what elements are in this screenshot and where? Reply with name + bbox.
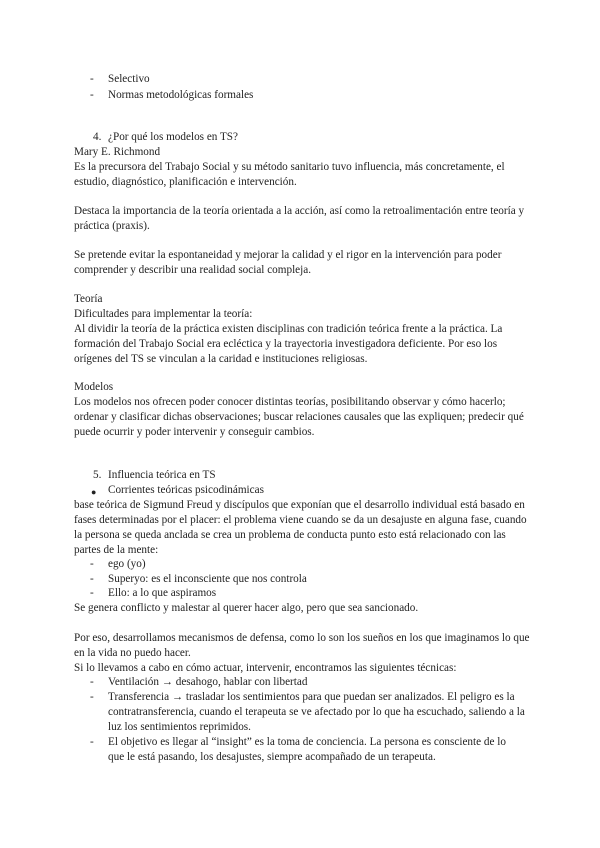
- paragraph-line: Destaca la importancia de la teoría orientada a la acción, así como la retroalimentación entre teoría y: [74, 205, 525, 217]
- paragraph-line: Se genera conflicto y malestar al querer hacer algo, pero que sea sancionado.: [74, 602, 419, 614]
- paragraph-line: Al dividir la teoría de la práctica existen disciplinas con tradición teórica frente a la práctica. La: [74, 323, 503, 335]
- paragraph-line: fases determinadas por el placer: el problema viene cuando se da un desajuste en alguna fase, cuando: [74, 514, 527, 526]
- list-item: ego (yo): [108, 558, 146, 570]
- paragraph-line: formación del Trabajo Social era ecléctica y la trayectoria investigadora deficiente. Por eso los: [74, 338, 498, 350]
- paragraph-line: comprender y describir una realidad social compleja.: [74, 264, 312, 276]
- paragraph-line: Es la precursora del Trabajo Social y su método sanitario tuvo influencia, más concretamente, el: [74, 161, 505, 173]
- list-marker: -: [90, 736, 94, 748]
- paragraph-line: en la vida no puedo hacer.: [74, 647, 191, 659]
- paragraph-line: la persona se queda anclada se crea un problema de conducta punto esto está relacionado con las: [74, 529, 506, 541]
- paragraph-line: base teórica de Sigmund Freud y discípulos que exponían que el desarrollo individual está basado en: [74, 499, 525, 511]
- bullet-item: Corrientes teóricas psicodinámicas: [108, 484, 264, 496]
- paragraph-line: ordenar y clasificar dichas observaciones; buscar relaciones causales que las expliquen; predecir qué: [74, 411, 524, 423]
- paragraph-line: Se pretende evitar la espontaneidad y mejorar la calidad y el rigor en la intervención para poder: [74, 249, 502, 261]
- paragraph-line: Los modelos nos ofrecen poder conocer distintas teorías, posibilitando observar y cómo hacerlo;: [74, 396, 506, 408]
- list-item: Selectivo: [108, 73, 150, 85]
- section-heading: Influencia teórica en TS: [108, 469, 216, 481]
- paragraph-line: partes de la mente:: [74, 544, 159, 556]
- subheading: Teoría: [74, 293, 103, 305]
- subheading: Dificultades para implementar la teoría:: [74, 308, 253, 320]
- list-item: El objetivo es llegar al “insight” es la toma de conciencia. La persona es consciente de lo: [108, 736, 506, 748]
- list-item: Transferencia → trasladar los sentimientos para que puedan ser analizados. El peligro es la: [108, 691, 515, 703]
- list-item: Ello: a lo que aspiramos: [108, 587, 217, 599]
- paragraph-line: Si lo llevamos a cabo en cómo actuar, intervenir, encontramos las siguientes técnicas:: [74, 662, 457, 674]
- section-number: 4.: [93, 131, 102, 143]
- section-heading: ¿Por qué los modelos en TS?: [108, 131, 238, 143]
- paragraph-line: práctica (praxis).: [74, 220, 150, 232]
- list-marker: -: [90, 558, 94, 570]
- list-marker: -: [90, 691, 94, 703]
- list-marker: -: [90, 73, 94, 85]
- list-marker: -: [90, 587, 94, 599]
- list-item-continuation: que le está pasando, los desajustes, siempre acompañado de un terapeuta.: [108, 751, 436, 763]
- list-marker: -: [90, 573, 94, 585]
- paragraph-line: orígenes del TS se vinculan a la caridad e instituciones religiosas.: [74, 353, 368, 365]
- list-item-continuation: contratransferencia, cuando el terapeuta se ve afectado por lo que ha escuchado, saliendo a la: [108, 706, 525, 718]
- paragraph-line: puede ocurrir y poder intervenir y conseguir cambios.: [74, 426, 315, 438]
- paragraph-line: estudio, diagnóstico, planificación e intervención.: [74, 176, 297, 188]
- author-name: Mary E. Richmond: [74, 146, 161, 158]
- list-item: Superyo: es el inconsciente que nos controla: [108, 573, 307, 585]
- list-item: Ventilación → desahogo, hablar con libertad: [108, 676, 308, 688]
- list-marker: -: [90, 676, 94, 688]
- list-item-continuation: luz los sentimientos reprimidos.: [108, 721, 251, 733]
- paragraph-line: Por eso, desarrollamos mecanismos de defensa, como lo son los sueños en los que imaginamos lo que: [74, 632, 530, 644]
- bullet-icon: ●: [91, 487, 97, 497]
- section-number: 5.: [93, 469, 102, 481]
- list-item: Normas metodológicas formales: [108, 89, 254, 101]
- subheading: Modelos: [74, 381, 114, 393]
- list-marker: -: [90, 89, 94, 101]
